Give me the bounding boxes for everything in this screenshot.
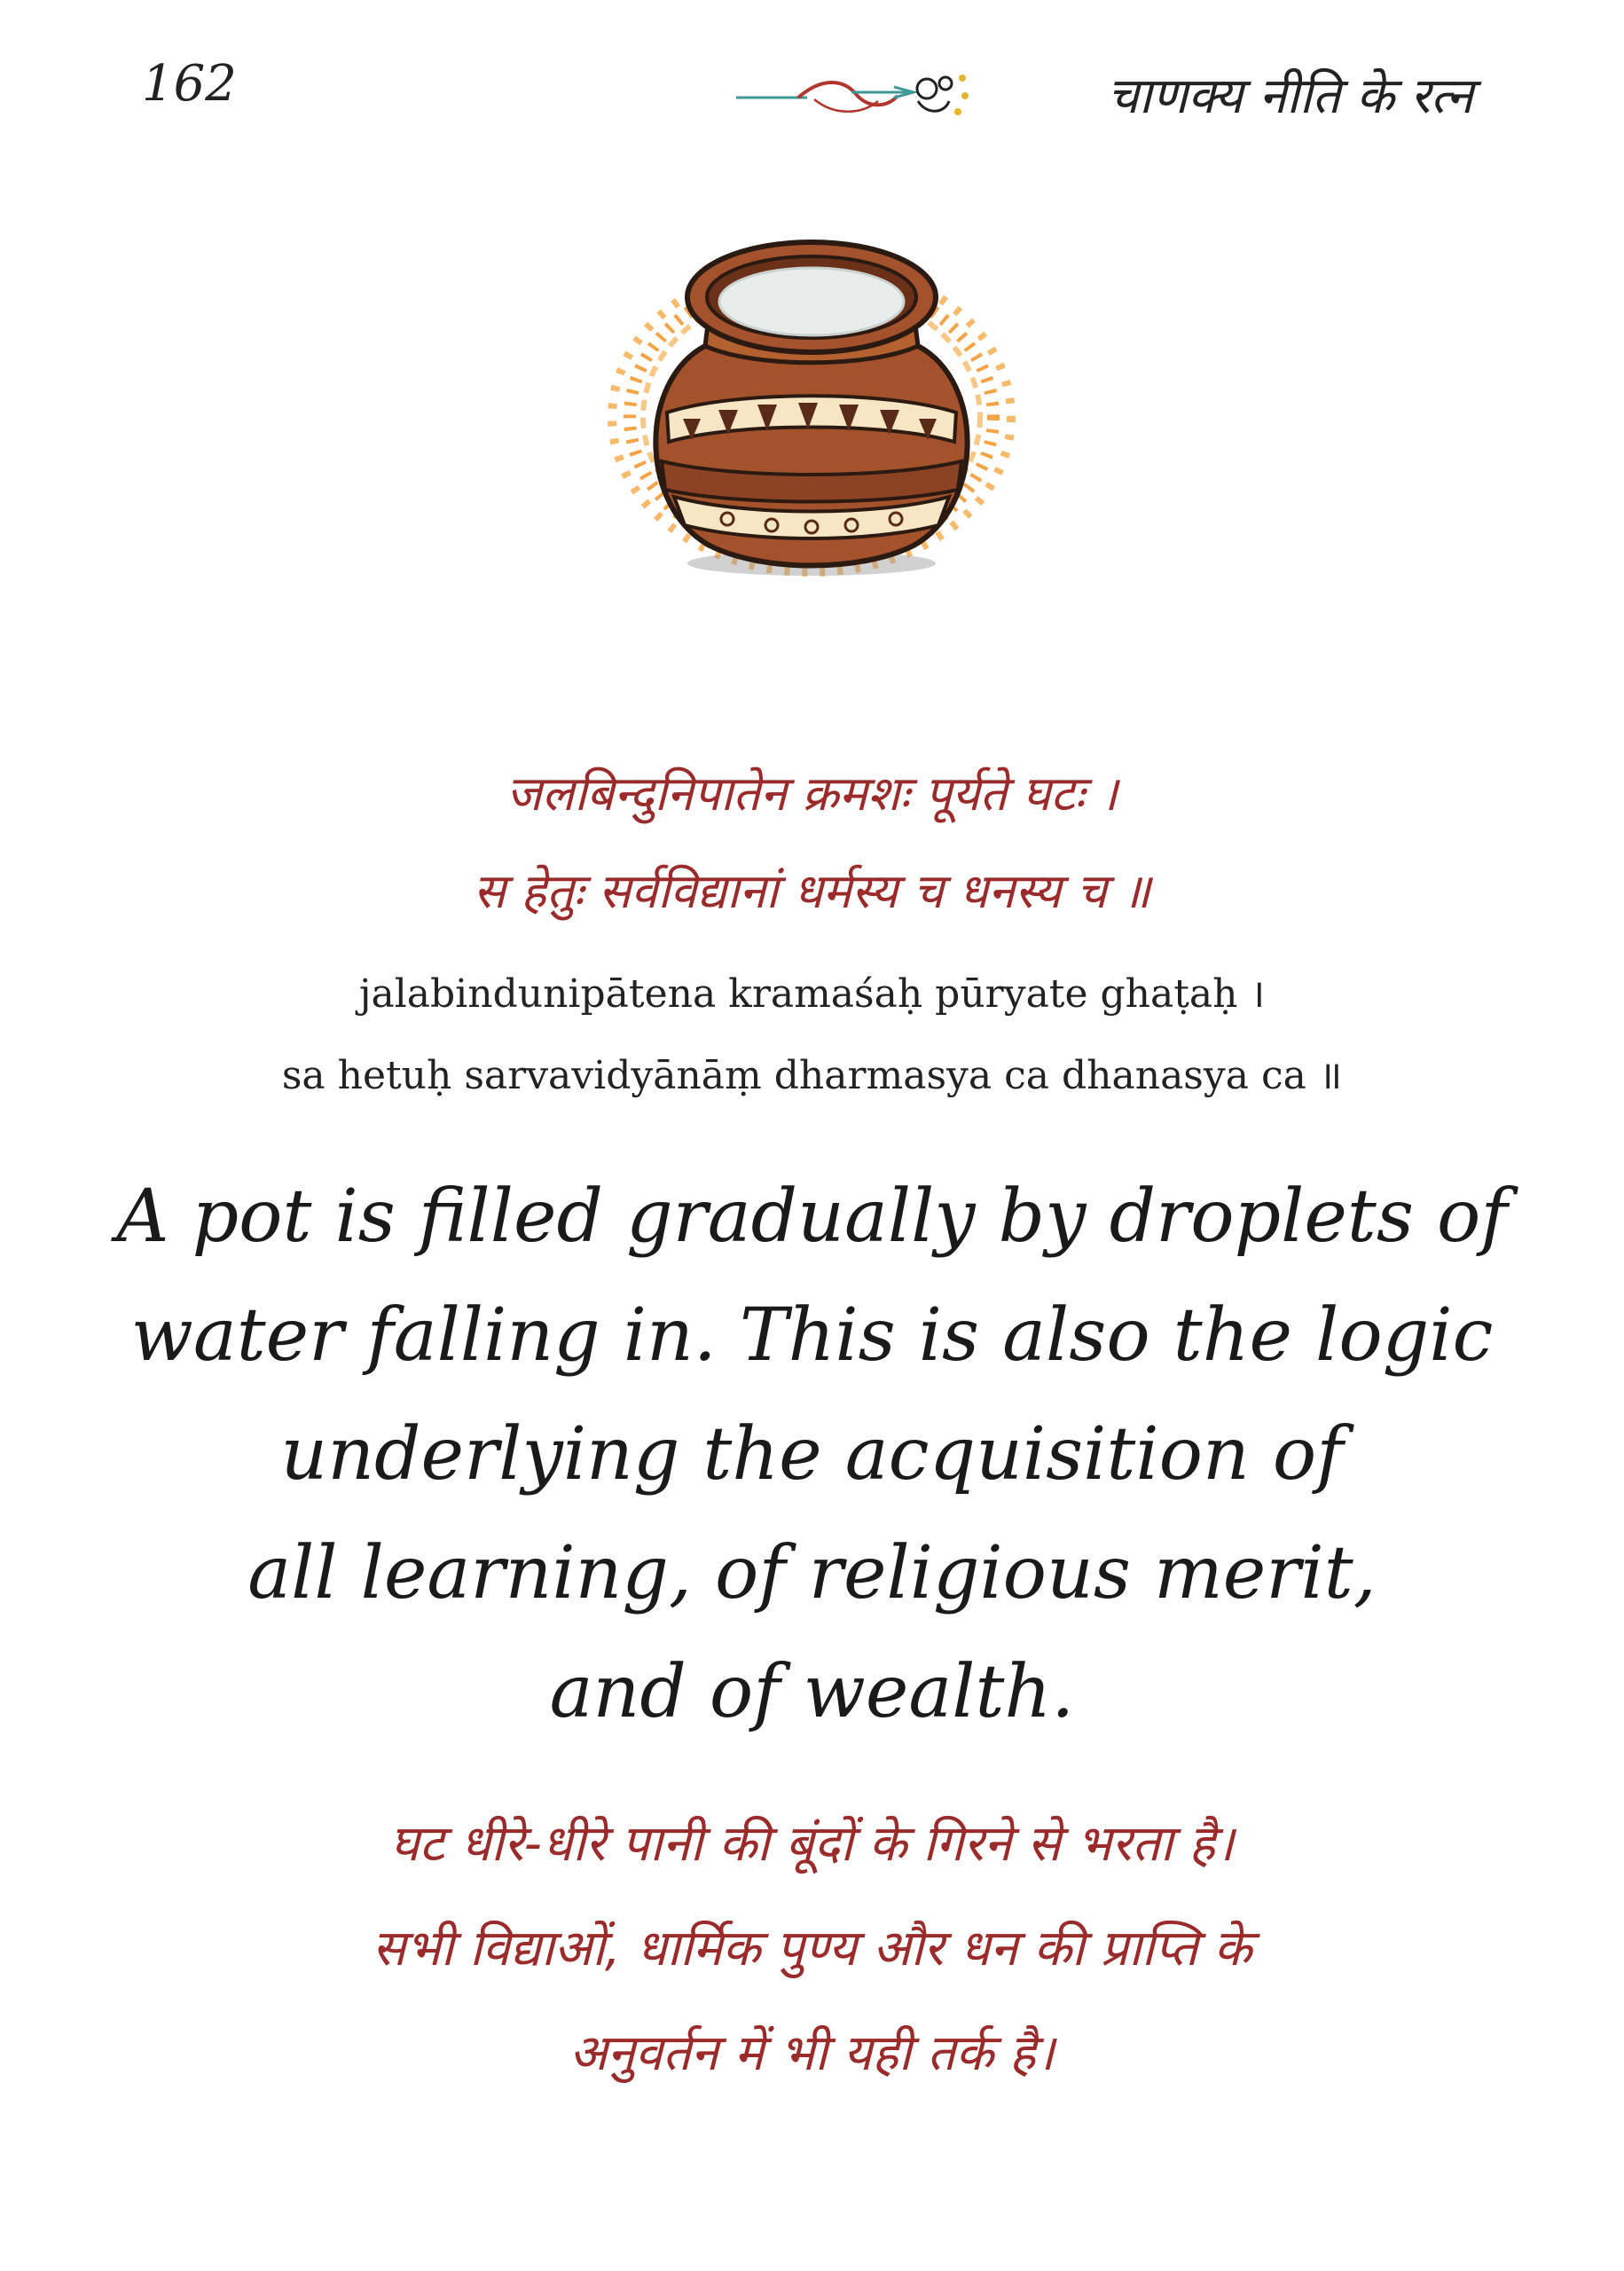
hindi-translation [0,1792,1624,2106]
english-line-1: A pot is filled gradually by droplets of [116,1175,1508,1259]
hindi-line-1: घट धीरे-धीरे पानी की बूंदों के गिरने से भरता है। [389,1815,1235,1873]
english-translation [0,1158,1624,1752]
page-number: 162 [142,55,237,113]
vine-ornament-icon [736,62,976,133]
hindi-line-2: सभी विद्याओं, धार्मिक पुण्य और धन की प्राप्ति के [372,1920,1252,1977]
running-title: चाणक्य नीति के रत्न [1107,67,1473,125]
clay-pot-icon [603,213,1020,585]
sanskrit-verse [0,745,1624,940]
transliteration [0,954,1624,1117]
transliteration-line-2: sa hetuḥ sarvavidyānāṃ dharmasya ca dhanasya ca ॥ [281,1053,1343,1098]
hindi-line-3: अनुवर्तन में भी यही तर्क है। [569,2024,1055,2082]
english-line-5: and of wealth. [549,1650,1075,1734]
sanskrit-line-1: जलबिन्दुनिपातेन क्रमशः पूर्यते घटः । [506,766,1118,821]
english-line-4: all learning, of religious merit, [247,1531,1377,1615]
english-line-2: water falling in. This is also the logic [130,1293,1494,1378]
transliteration-line-1: jalabindunipātena kramaśaḥ pūryate ghaṭaḥ । [358,971,1266,1017]
sanskrit-line-2: स हेतुः सर्वविद्यानां धर्मस्य च धनस्य च ॥ [473,863,1151,919]
english-line-3: underlying the acquisition of [280,1412,1344,1497]
